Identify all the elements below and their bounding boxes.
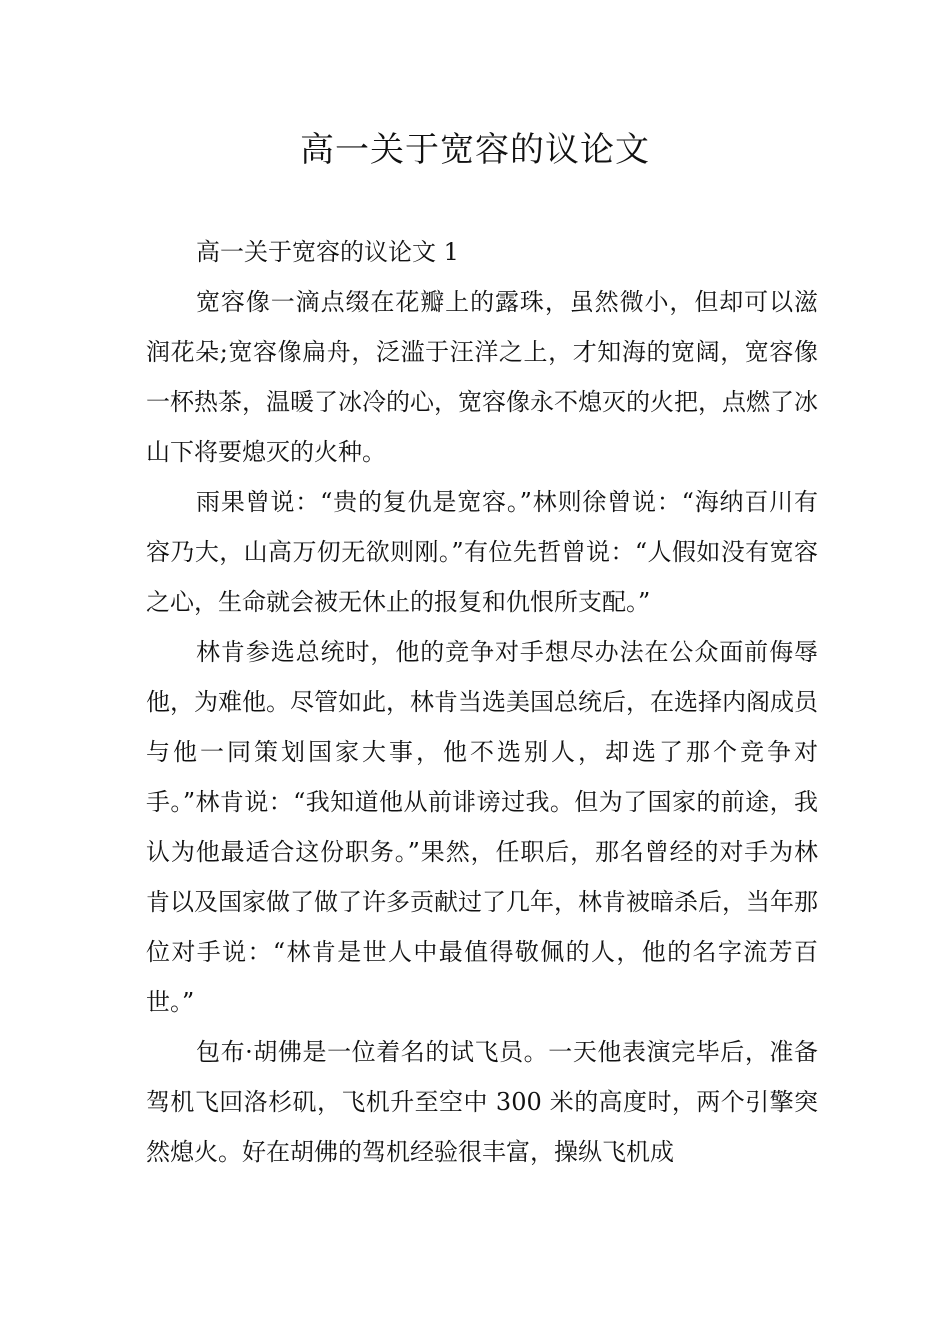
paragraph-2: 雨果曾说：“贵的复仇是宽容。”林则徐曾说：“海纳百川有容乃大，山高万仞无欲则刚。”有位先哲曾说：“人假如没有宽容之心，生命就会被无休止的报复和仇恨所支配。” <box>146 488 818 616</box>
paragraph-1: 宽容像一滴点缀在花瓣上的露珠，虽然微小，但却可以滋润花朵;宽容像扁舟，泛滥于汪洋之上，才知海的宽阔，宽容像一杯热茶，温暖了冰冷的心，宽容像永不熄灭的火把，点燃了冰山下将要熄灭的火种。 <box>146 288 818 466</box>
paragraph-4: 包布·胡佛是一位着名的试飞员。一天他表演完毕后，准备驾机飞回洛杉矶，飞机升至空中 300 米的高度时，两个引擎突然熄火。好在胡佛的驾机经验很丰富，操纵飞机成 <box>146 1038 818 1166</box>
paragraph-3: 林肯参选总统时，他的竞争对手想尽办法在公众面前侮辱他，为难他。尽管如此，林肯当选美国总统后，在选择内阁成员与他一同策划国家大事，他不选别人，却选了那个竞争对手。”林肯说：“我知道他从前诽谤过我。但为了国家的前途，我认为他最适合这份职务。”果然，任职后，那名曾经的对手为林肯以及国家做了做了许多贡献过了几年，林肯被暗杀后，当年那位对手说：“林肯是世人中最值得敬佩的人，他的名字流芳百世。” <box>146 638 818 1016</box>
document-title: 高一关于宽容的议论文 <box>300 130 650 170</box>
paragraph-subtitle: 高一关于宽容的议论文 1 <box>196 238 459 266</box>
document-body <box>146 227 818 1177</box>
